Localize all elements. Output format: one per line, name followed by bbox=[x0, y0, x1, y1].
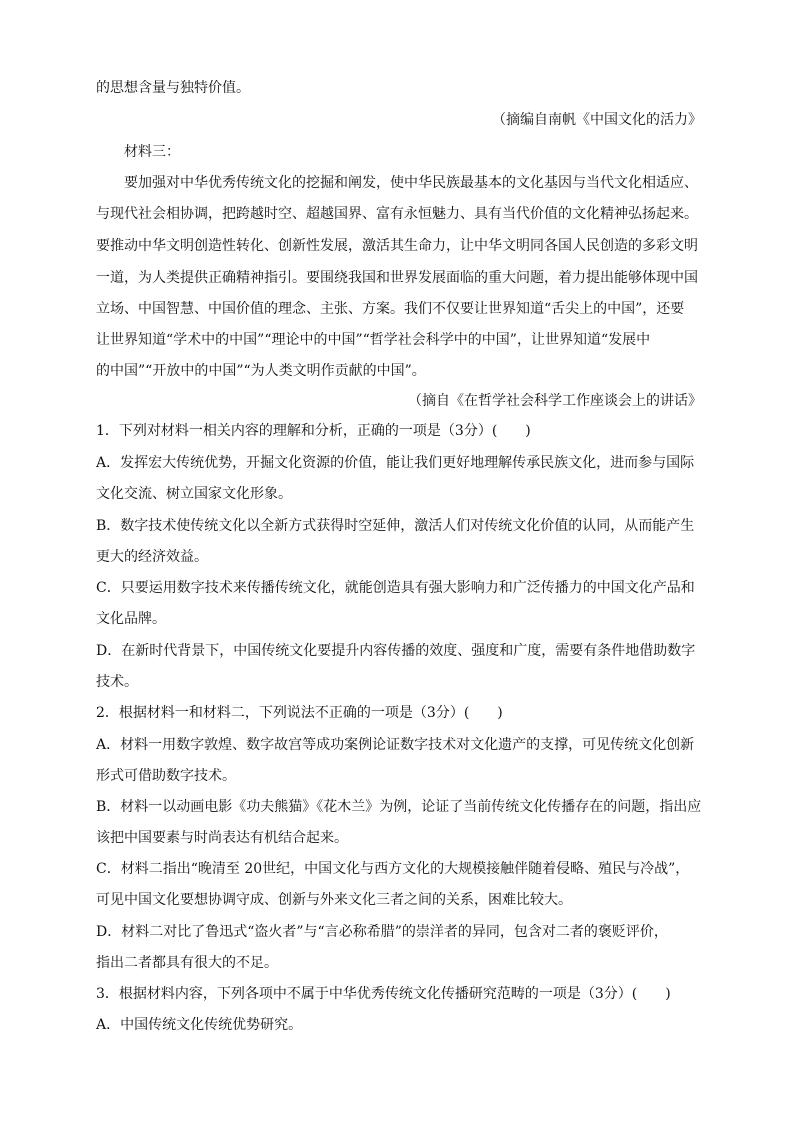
answer-option: 文化交流、树立国家文化形象。 bbox=[96, 486, 292, 502]
source-citation: （摘自《在哲学社会科学工作座谈会上的讲话》 bbox=[408, 393, 702, 409]
text-line: 要加强对中华优秀传统文化的挖掘和阐发，使中华民族最基本的文化基因与当代文化相适应、 bbox=[124, 175, 698, 191]
answer-option: D．材料二对比了鲁迅式“盗火者”与“言必称希腊”的崇洋者的异同，包含对二者的褒贬评价， bbox=[96, 924, 668, 940]
text-line: 的思想含量与独特价值。 bbox=[96, 80, 250, 96]
question-stem: 1．下列对材料一相关内容的理解和分析，正确的一项是（3分）( ) bbox=[96, 423, 531, 439]
answer-option: B．数字技术使传统文化以全新方式获得时空延伸，激活人们对传统文化价值的认同，从而能产生 bbox=[96, 518, 695, 534]
answer-option: D．在新时代背景下，中国传统文化要提升内容传播的效度、强度和广度，需要有条件地借助数字 bbox=[96, 643, 696, 659]
text-line: 一道，为人类提供正确精神指引。要围绕我国和世界发展面临的重大问题，着力提出能够体现中国 bbox=[96, 270, 698, 286]
text-line: 要推动中华文明创造性转化、创新性发展，激活其生命力，让中华文明同各国人民创造的多彩文明 bbox=[96, 238, 698, 254]
answer-option: A．发挥宏大传统优势，开掘文化资源的价值，能让我们更好地理解传承民族文化，进而参与国际 bbox=[96, 455, 695, 471]
answer-option: A．材料一用数字敦煌、数字故宫等成功案例论证数字技术对文化遗产的支撑，可见传统文化创新 bbox=[96, 737, 695, 753]
section-heading: 材料三： bbox=[124, 144, 180, 160]
answer-option: A．中国传统文化传统优势研究。 bbox=[96, 1017, 303, 1033]
question-stem: 3．根据材料内容，下列各项中不属于中华优秀传统文化传播研究范畴的一项是（3分）( ) bbox=[96, 986, 671, 1002]
answer-option: 更大的经济效益。 bbox=[96, 549, 208, 565]
source-citation: （摘编自南帆《中国文化的活力》 bbox=[492, 112, 702, 128]
question-stem: 2．根据材料一和材料二，下列说法不正确的一项是（3分）( ) bbox=[96, 705, 503, 721]
answer-option: 可见中国文化要想协调守成、创新与外来文化三者之间的关系，困难比较大。 bbox=[96, 892, 572, 908]
answer-option: 技术。 bbox=[96, 674, 138, 690]
answer-option: C．只要运用数字技术来传播传统文化，就能创造具有强大影响力和广泛传播力的中国文化产品和 bbox=[96, 580, 695, 596]
answer-option: 文化品牌。 bbox=[96, 611, 166, 627]
text-line: 让世界知道“学术中的中国”“理论中的中国”“哲学社会科学中的中国”，让世界知道“发展中 bbox=[96, 332, 651, 348]
answer-option: C．材料二指出“晚清至 20世纪，中国文化与西方文化的大规模接触伴随着侵略、殖民与冷战”， bbox=[96, 861, 690, 877]
text-line: 与现代社会相协调，把跨越时空、超越国界、富有永恒魅力、具有当代价值的文化精神弘扬起来。 bbox=[96, 206, 698, 222]
answer-option: 指出二者都具有很大的不足。 bbox=[96, 955, 278, 971]
answer-option: 该把中国要素与时尚表达有机结合起来。 bbox=[96, 830, 348, 846]
answer-option: B．材料一以动画电影《功夫熊猫》《花木兰》为例，论证了当前传统文化传播存在的问题，指出应 bbox=[96, 799, 702, 815]
text-line: 的中国”“开放中的中国”“为人类文明作贡献的中国”。 bbox=[96, 363, 426, 379]
answer-option: 形式可借助数字技术。 bbox=[96, 768, 236, 784]
text-line: 立场、中国智慧、中国价值的理念、主张、方案。我们不仅要让世界知道“舌尖上的中国”，还要 bbox=[96, 301, 685, 317]
